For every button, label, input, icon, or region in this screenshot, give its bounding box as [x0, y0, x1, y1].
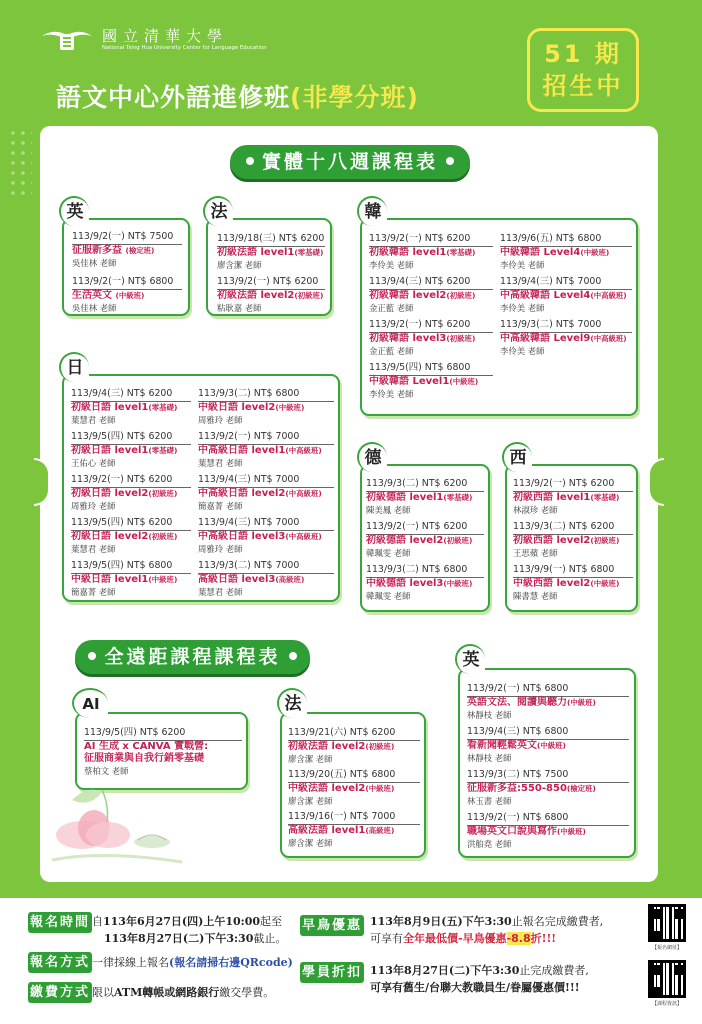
course-item: 113/9/5(四) NT$ 6200 初級日語 level2(初級班) 葉慧君 老師 [71, 517, 191, 555]
course-item: 113/9/3(二) NT$ 7500 征服新多益:550-850(檢定班) 林玉書 老師 [467, 769, 629, 807]
payment-method-text: 限以ATM轉帳或網路銀行繳交學費。 [92, 986, 275, 999]
logo-chinese: 國立清華大學 [102, 27, 229, 45]
course-item: 113/9/4(三) NT$ 7000 中高級韓語 Level4(中高級班) 李伶美 老師 [500, 276, 632, 314]
title-main: 語文中心外語進修班 [56, 83, 291, 112]
course-item: 113/9/2(一) NT$ 6800 職場英文口說與寫作(中級班) 洪舶堯 老師 [467, 812, 629, 850]
course-item: 113/9/4(三) NT$ 7000 中高級日語 level2(中高級班) 簡嘉菁 老師 [198, 474, 334, 512]
course-info-qr-code[interactable] [648, 960, 686, 998]
course-item: 113/9/3(二) NT$ 7000 高級日語 level3(高級班) 葉慧君 老師 [198, 560, 334, 598]
lang-label-english-online: 英 [455, 644, 485, 674]
section-title-online: 全遠距課程課程表 [75, 640, 310, 674]
logo-emblem-icon [40, 26, 94, 54]
course-item: 113/9/4(三) NT$ 6200 初級日語 level1(零基礎) 葉慧君 老師 [71, 388, 191, 426]
lang-label-english: 英 [59, 196, 89, 226]
label-registration-method: 報名方式 [28, 952, 92, 973]
course-item: 113/9/2(一) NT$ 6200 初級韓語 level3(初級班) 金正藍 老師 [369, 319, 493, 357]
course-item: 113/9/2(一) NT$ 6200 初級日語 level2(初級班) 周雅玲 老師 [71, 474, 191, 512]
badge-term: 51 期 [544, 40, 622, 68]
early-bird-text: 113年8月9日(五)下午3:30止報名完成繳費者, 可享有全年最低價-早鳥優惠-8.8折!!! [370, 915, 604, 945]
course-item: 113/9/4(三) NT$ 6200 初級韓語 level2(初級班) 金正藍 老師 [369, 276, 493, 314]
lang-label-korean: 韓 [357, 196, 387, 226]
binder-tab-right [648, 458, 664, 506]
registration-method-text: 一律採線上報名(報名請掃右邊QRcode) [92, 956, 293, 969]
course-item: 113/9/5(四) NT$ 6800 中級日語 level1(中級班) 簡嘉菁 老師 [71, 560, 191, 598]
course-item: 113/9/6(五) NT$ 6800 中級韓語 Level4(中級班) 李伶美 老師 [500, 233, 632, 271]
student-discount-text: 113年8月27日(二)下午3:30止完成繳費者, 可享有舊生/台聯大教職員生/眷屬優惠價!!! [370, 964, 589, 994]
lang-label-spanish: 西 [502, 442, 532, 472]
course-item: 113/9/5(四) NT$ 6200 初級日語 level1(零基礎) 王佑心 老師 [71, 431, 191, 469]
lang-label-japanese: 日 [59, 352, 89, 382]
course-item: 113/9/9(一) NT$ 6800 中級西語 level2(中級班) 陳書慧 老師 [513, 564, 633, 602]
lang-label-ai: AI [72, 688, 108, 718]
course-item: 113/9/2(一) NT$ 6800 生活英文 (中級班) 吳佳林 老師 [72, 276, 182, 314]
course-item: 113/9/2(一) NT$ 6800 英語文法、閱讀與聽力(中級班) 林靜枝 老師 [467, 683, 629, 721]
course-item: 113/9/3(二) NT$ 7000 中高級韓語 Level9(中高級班) 李伶美 老師 [500, 319, 632, 357]
course-item: 113/9/2(一) NT$ 6200 初級韓語 level1(零基礎) 李伶美 老師 [369, 233, 493, 271]
term-badge [527, 28, 639, 112]
badge-enrolling: 招生中 [542, 72, 624, 100]
course-item: 113/9/3(二) NT$ 6800 中級德語 level3(中級班) 韓珮雯 老師 [366, 564, 484, 602]
course-item: 113/9/2(一) NT$ 6200 初級法語 level2(初級班) 粘耿嘉 老師 [217, 276, 324, 313]
label-student-discount: 學員折扣 [300, 962, 364, 983]
university-logo [40, 26, 267, 54]
course-item: 113/9/16(一) NT$ 7000 高級法語 level1(高級班) 廖含潔 老師 [288, 811, 420, 849]
registration-time-text: 自113年6月27日(四)上午10:00起至 113年8月27日(二)下午3:30截止。 [92, 915, 287, 945]
logo-english: National Tsing Hua University Center for Language Education [102, 45, 267, 51]
course-item: 113/9/5(四) NT$ 6200 AI 生成 x CANVA 實戰營: 征服商業與自我行銷零基礎 蔡柏文 老師 [84, 727, 242, 777]
course-item: 113/9/20(五) NT$ 6800 中級法語 level2(中級班) 廖含潔 老師 [288, 769, 420, 807]
label-early-bird: 早鳥優惠 [300, 915, 364, 936]
course-item: 113/9/3(二) NT$ 6200 初級德語 level1(零基礎) 陳美鳳 老師 [366, 478, 484, 516]
course-item: 113/9/5(四) NT$ 6800 中級韓語 Level1(中級班) 李伶美 老師 [369, 362, 493, 400]
decorative-dots [8, 128, 32, 198]
lang-label-french: 法 [203, 196, 233, 226]
course-item: 113/9/3(二) NT$ 6200 初級西語 level2(初級班) 王思蘋 老師 [513, 521, 633, 559]
page-title [56, 78, 419, 114]
label-payment-method: 繳費方式 [28, 982, 92, 1003]
course-item: 113/9/4(三) NT$ 7000 中高級日語 level3(中高級班) 周雅玲 老師 [198, 517, 334, 555]
lang-label-german: 德 [357, 442, 387, 472]
header [0, 0, 702, 118]
course-item: 113/9/2(一) NT$ 7500 征服新多益 (檢定班) 吳佳林 老師 [72, 231, 182, 269]
course-item: 113/9/18(三) NT$ 6200 初級法語 level1(零基礎) 廖含潔 老師 [217, 233, 325, 270]
lang-label-french-online: 法 [277, 688, 307, 718]
course-item: 113/9/2(一) NT$ 7000 中高級日語 level1(中高級班) 葉慧君 老師 [198, 431, 334, 469]
lotus-illustration [42, 780, 192, 870]
qr-caption-course-info: 【課程資訊】 [651, 1001, 682, 1007]
registration-qr-code[interactable] [648, 904, 686, 942]
course-item: 113/9/21(六) NT$ 6200 初級法語 level2(初級班) 廖含潔 老師 [288, 727, 420, 765]
course-item: 113/9/2(一) NT$ 6200 初級德語 level2(初級班) 韓珮雯 老師 [366, 521, 484, 559]
qr-caption-registration: 【報名網址】 [651, 945, 682, 951]
course-item: 113/9/2(一) NT$ 6200 初級西語 level1(零基礎) 林淑珍 老師 [513, 478, 633, 516]
course-item: 113/9/3(二) NT$ 6800 中級日語 level2(中級班) 周雅玲 老師 [198, 388, 334, 426]
label-registration-time: 報名時間 [28, 912, 92, 933]
section-title-in-person: 實體十八週課程表 [230, 145, 470, 179]
title-accent: (非學分班) [290, 83, 419, 112]
course-item: 113/9/4(三) NT$ 6800 看新聞輕鬆英文(中級班) 林靜枝 老師 [467, 726, 629, 764]
